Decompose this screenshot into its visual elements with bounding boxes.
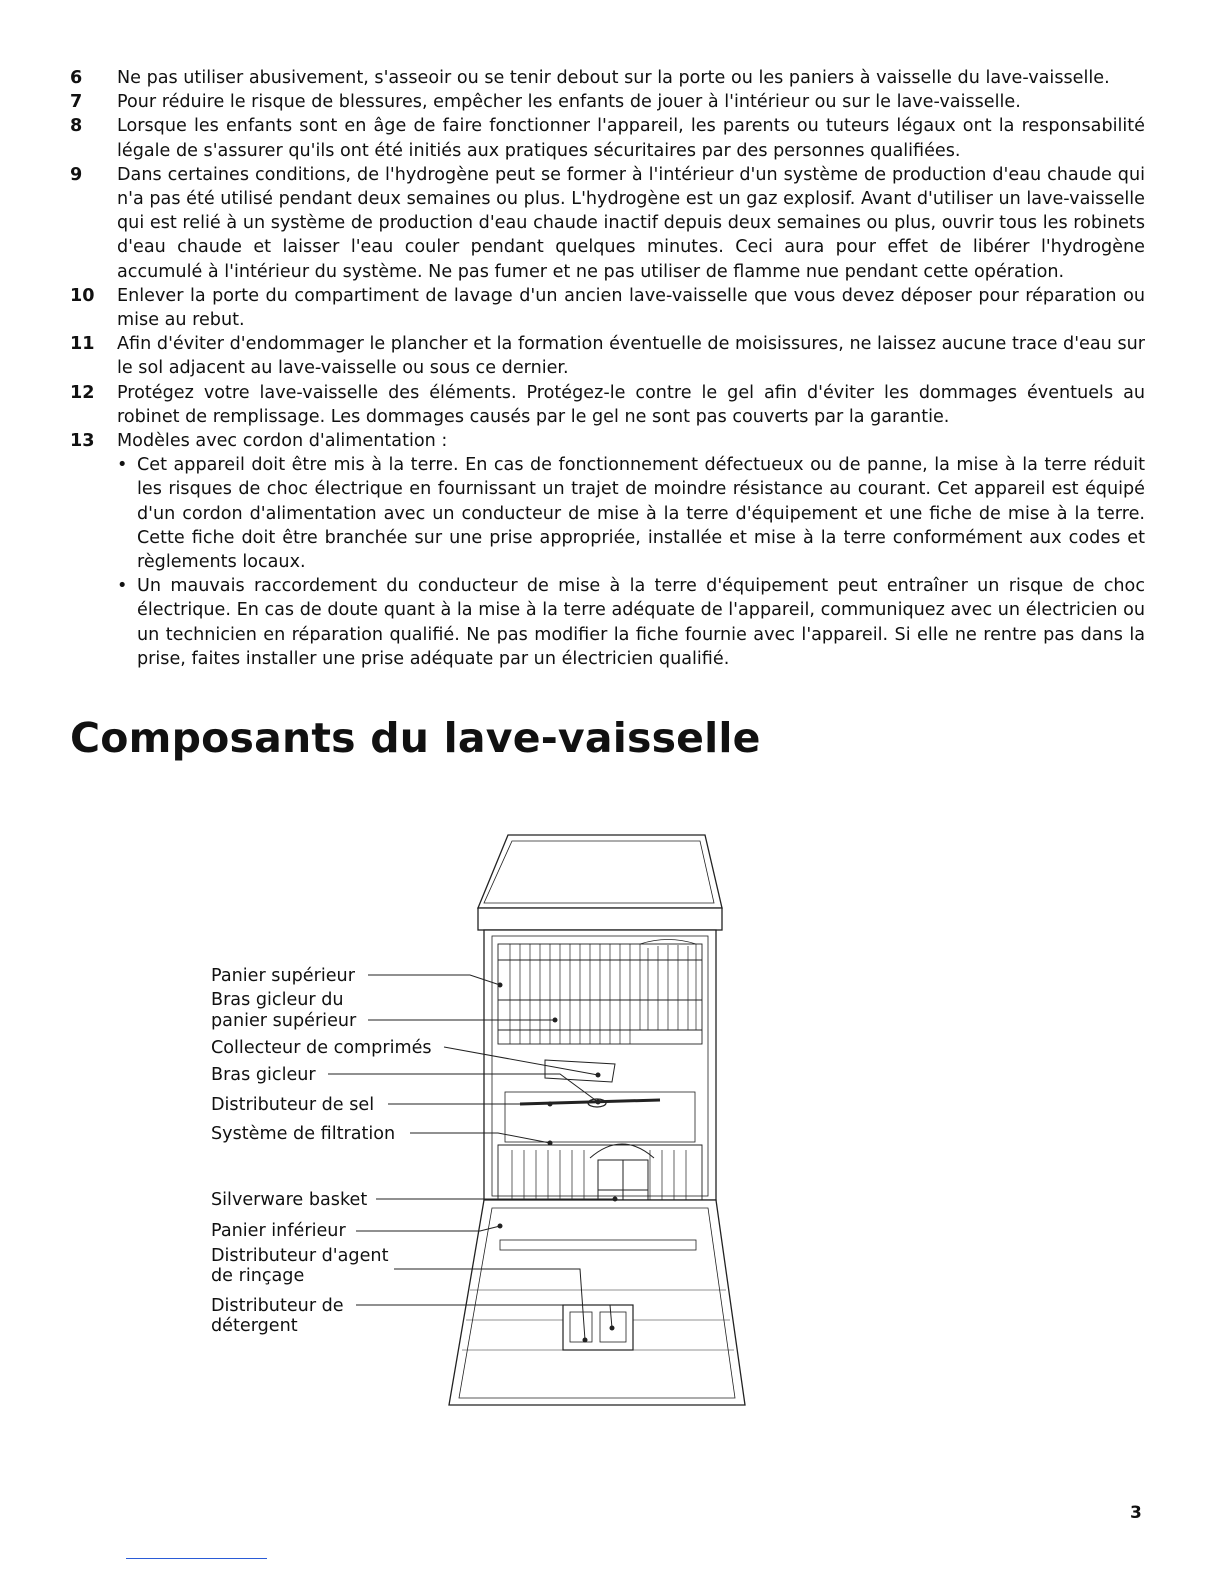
label-rinse-aid-line1: Distributeur d'agent xyxy=(211,1246,389,1266)
label-detergent-line1: Distributeur de xyxy=(211,1296,344,1316)
item-text: Lorsque les enfants sont en âge de faire fonctionner l'appareil, les parents ou tuteurs légaux ont la responsabilité légale de s'assurer qu'ils ont été initiés aux pratiques sécuritaires par des personnes qualifiées. xyxy=(117,116,1145,161)
item-text: Modèles avec cordon d'alimentation : xyxy=(117,431,448,452)
item-number: 7 xyxy=(70,92,83,113)
bullet-dot: • xyxy=(117,455,128,476)
dishwasher-diagram xyxy=(0,820,1224,1420)
item-text: Afin d'éviter d'endommager le plancher et la formation éventuelle de moisissures, ne laissez aucune trace d'eau sur le sol adjacent au lave-vaisselle ou sous ce dernier. xyxy=(117,334,1145,379)
label-tablet-collector: Collecteur de comprimés xyxy=(211,1038,432,1058)
item-number: 6 xyxy=(70,68,83,88)
label-detergent-line2: détergent xyxy=(211,1316,298,1336)
list-item-6 xyxy=(70,66,1145,90)
label-silverware-basket: Silverware basket xyxy=(211,1190,368,1210)
item-number: 13 xyxy=(70,431,95,452)
bullet-list xyxy=(117,453,1145,671)
label-filter-system: Système de filtration xyxy=(211,1124,396,1144)
item-text: Pour réduire le risque de blessures, empêcher les enfants de jouer à l'intérieur ou sur le lave-vaisselle. xyxy=(117,92,1021,113)
item-text: Ne pas utiliser abusivement, s'asseoir ou se tenir debout sur la porte ou les paniers à vaisselle du lave-vaisselle. xyxy=(117,68,1110,88)
list-item-7 xyxy=(70,90,1145,114)
bullet-text: Cet appareil doit être mis à la terre. En cas de fonctionnement défectueux ou de panne, la mise à la terre réduit les risques de choc électrique en fournissant un trajet de moindre résistance au courant. Cet appareil est équipé d'un cordon d'alimentation avec un conducteur de mise à la terre d'équipement et une fiche de mise à la terre. Cette fiche doit être branchée sur une prise appropriée, installée et mise à la terre conformément aux codes et règlements locaux. xyxy=(137,455,1145,573)
safety-list xyxy=(70,66,1145,671)
label-upper-spray-arm-line1: Bras gicleur du xyxy=(211,990,344,1010)
list-item-13 xyxy=(70,429,1145,671)
bullet-dot: • xyxy=(117,576,128,597)
list-item-12 xyxy=(70,381,1145,429)
label-rinse-aid-line2: de rinçage xyxy=(211,1266,305,1286)
list-item-11 xyxy=(70,332,1145,380)
item-text: Dans certaines conditions, de l'hydrogène peut se former à l'intérieur d'un système de production d'eau chaude qui n'a pas été utilisé pendant deux semaines ou plus. L'hydrogène est un gaz explosif. Avant d'utiliser un lave-vaisselle qui est relié à un système de production d'eau chaude inactif depuis deux semaines ou plus, ouvrir tous les robinets d'eau chaude et laisser l'eau couler pendant quelques minutes. Ceci aura pour effet de libérer l'hydrogène accumulé à l'intérieur du système. Ne pas fumer et ne pas utiliser de flamme nue pendant cette opération. xyxy=(117,164,1145,282)
label-upper-rack: Panier supérieur xyxy=(211,966,355,986)
open-door xyxy=(449,1200,745,1405)
bullet-text: Un mauvais raccordement du conducteur de mise à la terre d'équipement peut entraîner un risque de choc électrique. En cas de doute quant à la mise à la terre adéquate de l'appareil, communiquez avec un électricien ou un technicien en réparation qualifié. Ne pas modifier la fiche fournie avec l'appareil. Si elle ne rentre pas dans la prise, faites installer une prise adéquate par un électricien qualifié. xyxy=(137,576,1145,669)
item-number: 8 xyxy=(70,116,83,137)
footer-rule xyxy=(126,1558,267,1559)
item-text: Enlever la porte du compartiment de lavage d'un ancien lave-vaisselle que vous devez déposer pour réparation ou mise au rebut. xyxy=(117,285,1145,331)
countertop xyxy=(478,835,722,908)
label-lower-rack: Panier inférieur xyxy=(211,1221,346,1241)
item-number: 9 xyxy=(70,164,83,185)
list-item-8 xyxy=(70,114,1145,162)
bullet-item xyxy=(117,574,1145,671)
bullet-item xyxy=(117,453,1145,574)
list-item-10 xyxy=(70,284,1145,332)
label-salt-dispenser: Distributeur de sel xyxy=(211,1095,375,1115)
list-item-9 xyxy=(70,163,1145,284)
section-heading: Composants du lave-vaisselle xyxy=(70,714,761,762)
page-number: 3 xyxy=(1130,1503,1142,1523)
item-number: 12 xyxy=(70,382,95,403)
item-number: 11 xyxy=(70,334,95,355)
item-text: Protégez votre lave-vaisselle des éléments. Protégez-le contre le gel afin d'éviter les dommages éventuels au robinet de remplissage. Les dommages causés par le gel ne sont pas couverts par la garantie. xyxy=(117,382,1145,427)
label-upper-spray-arm-line2: panier supérieur xyxy=(211,1011,357,1031)
item-number: 10 xyxy=(70,285,95,306)
label-spray-arm: Bras gicleur xyxy=(211,1065,316,1085)
